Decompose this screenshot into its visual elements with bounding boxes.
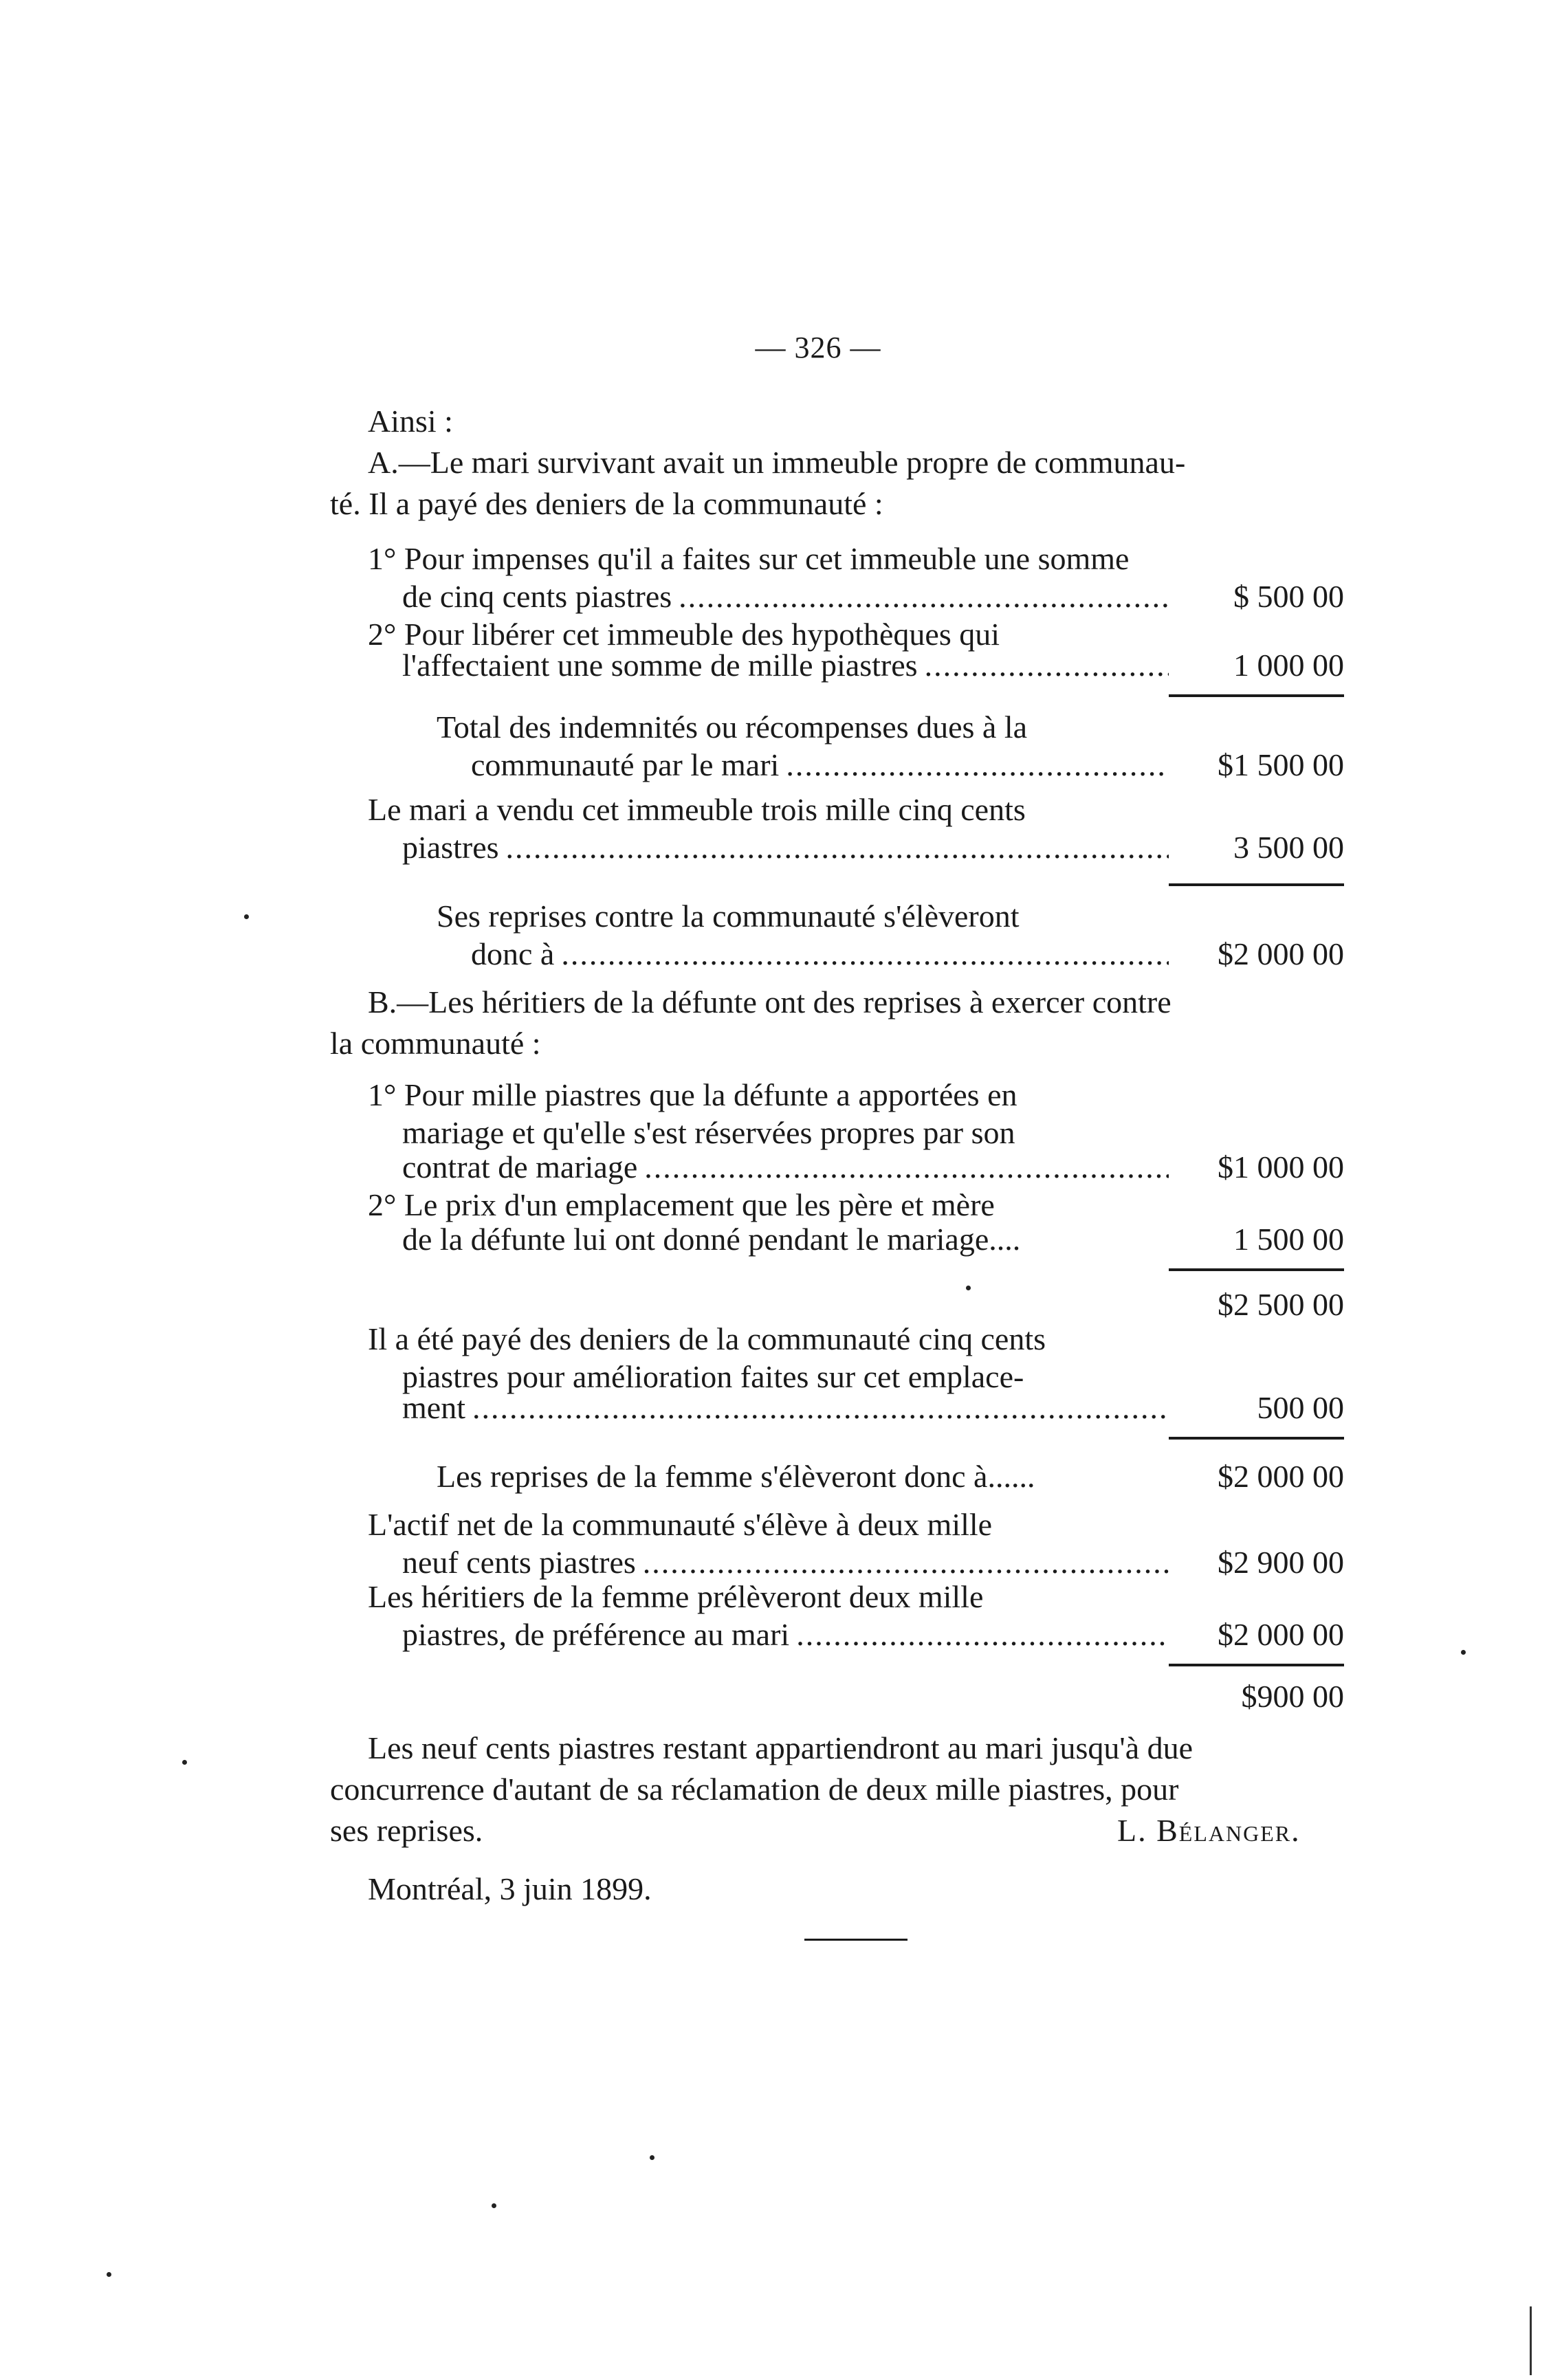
- a-item2-amount: 1 000 00: [1233, 648, 1344, 683]
- b-actif-amount: $2 900 00: [1218, 1545, 1344, 1580]
- sum-rule: [1169, 883, 1344, 886]
- section-a-line-1: A.—Le mari survivant avait un immeuble propre de communau-: [368, 445, 1186, 480]
- a-total-line-2: communauté par le mari: [471, 747, 780, 782]
- b-item1-amount: $1 000 00: [1218, 1149, 1344, 1185]
- scan-speck: [182, 1760, 187, 1765]
- scan-speck: [107, 2272, 111, 2277]
- b-paid-leader: [402, 1389, 1176, 1427]
- b-heirs-leader: [402, 1616, 1176, 1654]
- conclusion-line-1: Les neuf cents piastres restant appartiendront au mari jusqu'à due: [368, 1730, 1194, 1765]
- b-item2-amount: 1 500 00: [1233, 1222, 1344, 1257]
- b-paid-line-3: ment: [402, 1390, 465, 1425]
- a-item1-line-1: 1° Pour impenses qu'il a faites sur cet immeuble une somme: [368, 541, 1130, 576]
- leader-dots: [679, 577, 1169, 616]
- section-b-line-1: B.—Les héritiers de la défunte ont des reprises à exercer contre: [368, 984, 1172, 1020]
- b-paid-line-1: Il a été payé des deniers de la communauté cinq cents: [368, 1321, 1046, 1356]
- leader-dots: [643, 1543, 1169, 1582]
- b-paid-line-2: piastres pour amélioration faites sur cet emplace-: [402, 1359, 1024, 1394]
- scan-speck: [244, 914, 249, 919]
- sum-rule: [1169, 1664, 1344, 1666]
- a-sold-line-2: piastres: [402, 830, 499, 865]
- a-item1-line-2: de cinq cents piastres: [402, 579, 672, 614]
- b-actif-line-2: neuf cents piastres: [402, 1545, 636, 1580]
- scan-speck: [966, 1286, 971, 1290]
- sum-rule: [1169, 1437, 1344, 1440]
- a-item1-leader: [402, 577, 1176, 616]
- b-heirs-line-1: Les héritiers de la femme prélèveront deux mille: [368, 1579, 984, 1614]
- scan-edge-line: [1530, 2306, 1532, 2375]
- a-reprises-line-2: donc à: [471, 936, 555, 971]
- sum-rule: [1169, 694, 1344, 697]
- b-item2-line-1: 2° Le prix d'un emplacement que les père et mère: [368, 1187, 995, 1222]
- a-item2-line-2: l'affectaient une somme de mille piastres: [402, 648, 918, 683]
- conclusion-line-3: ses reprises.: [330, 1813, 483, 1848]
- a-reprises-amount: $2 000 00: [1218, 936, 1344, 971]
- b-item2-line-2: de la défunte lui ont donné pendant le mariage....: [402, 1222, 1021, 1257]
- scan-speck: [650, 2155, 654, 2160]
- b-wife-line: Les reprises de la femme s'élèveront donc à......: [437, 1459, 1035, 1494]
- scan-speck: [492, 2203, 496, 2208]
- dateline: Montréal, 3 juin 1899.: [368, 1871, 652, 1906]
- leader-dots: [472, 1389, 1169, 1427]
- section-b-line-2: la communauté :: [330, 1026, 541, 1061]
- b-item1-line-3: contrat de mariage: [402, 1149, 638, 1185]
- a-total-leader: [471, 746, 1176, 784]
- a-item2-leader: [402, 646, 1176, 685]
- a-sold-amount: 3 500 00: [1233, 830, 1344, 865]
- section-a-line-2: té. Il a payé des deniers de la communauté :: [330, 486, 883, 521]
- conclusion-line-2: concurrence d'autant de sa réclamation de deux mille piastres, pour: [330, 1772, 1179, 1807]
- b-wife-amount: $2 000 00: [1218, 1459, 1344, 1494]
- a-item2-line-1: 2° Pour libérer cet immeuble des hypothèques qui: [368, 617, 1000, 652]
- a-total-line-1: Total des indemnités ou récompenses dues à la: [437, 709, 1028, 745]
- leader-dots: [506, 828, 1169, 867]
- leader-dots: [561, 935, 1169, 973]
- a-total-amount: $1 500 00: [1218, 747, 1344, 782]
- sum-rule: [1169, 1268, 1344, 1271]
- b-subtotal-amount: $2 500 00: [1218, 1287, 1344, 1322]
- leader-dots: [644, 1148, 1169, 1187]
- b-item1-line-2: mariage et qu'elle s'est réservées propres par son: [402, 1115, 1015, 1150]
- signature: L. Bélanger.: [1117, 1813, 1301, 1848]
- scan-speck: [1461, 1650, 1466, 1655]
- b-item1-leader: [402, 1148, 1176, 1187]
- b-paid-amount: 500 00: [1257, 1390, 1344, 1425]
- a-reprises-leader: [471, 935, 1176, 973]
- b-actif-leader: [402, 1543, 1176, 1582]
- b-remainder-amount: $900 00: [1241, 1679, 1344, 1714]
- b-heirs-amount: $2 000 00: [1218, 1617, 1344, 1652]
- b-heirs-line-2: piastres, de préférence au mari: [402, 1617, 790, 1652]
- a-item1-amount: $ 500 00: [1233, 579, 1344, 614]
- b-actif-line-1: L'actif net de la communauté s'élève à deux mille: [368, 1507, 993, 1542]
- a-sold-leader: [402, 828, 1176, 867]
- closing-rule: [804, 1939, 908, 1941]
- b-item1-line-1: 1° Pour mille piastres que la défunte a apportées en: [368, 1077, 1018, 1112]
- page-number: — 326 —: [755, 331, 881, 364]
- a-sold-line-1: Le mari a vendu cet immeuble trois mille cinq cents: [368, 792, 1026, 827]
- a-reprises-line-1: Ses reprises contre la communauté s'élèveront: [437, 899, 1020, 934]
- intro-text: Ainsi :: [368, 404, 453, 439]
